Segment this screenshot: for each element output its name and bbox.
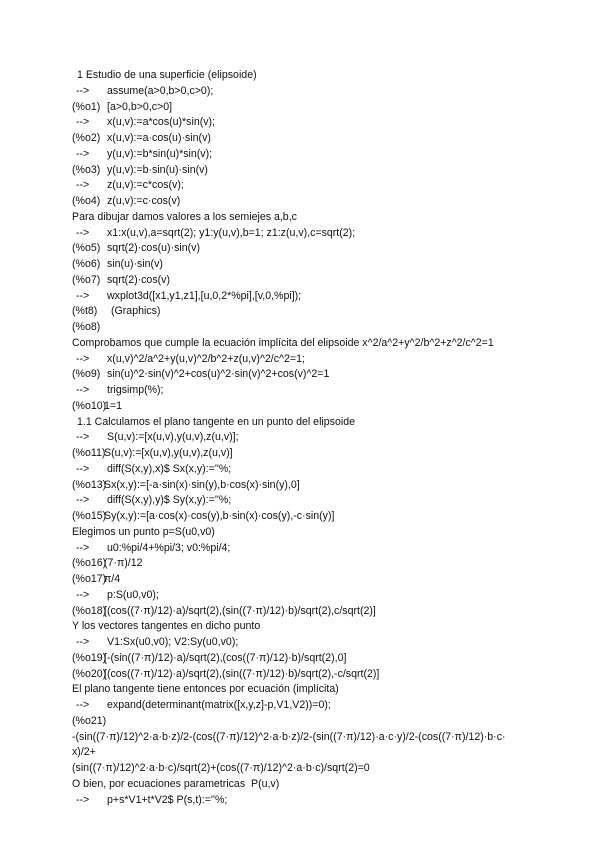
input-line (0, 383, 600, 398)
input-command-text: V1:Sx(u0,v0); V2:Sy(u0,v0); (107, 636, 239, 648)
input-command-text: p+s*V1+t*V2$ P(s,t):=''%; (107, 793, 228, 806)
output-label: (%o8) (72, 321, 101, 333)
input-command-text: diff(S(x,y),y)$ Sy(x,y):=''%; (107, 494, 232, 507)
output-label: (%o6) (72, 258, 101, 270)
input-command-text: diff(S(x,y),x)$ Sx(x,y):=''%; (107, 462, 232, 475)
output-line (0, 100, 600, 115)
output-continuation-text: x)/2+ (72, 746, 96, 759)
input-command-text: expand(determinant(matrix([x,y,z]-p,V1,V2))=0); (107, 699, 331, 711)
output-line (0, 194, 600, 209)
output-result-text: [-(sin((7·π)/12)·a)/sqrt(2),(cos((7·π)/12)·b)/sqrt(2),0] (104, 651, 347, 664)
input-line (0, 541, 600, 556)
output-line (0, 304, 600, 319)
output-line (0, 241, 600, 256)
input-line (0, 588, 600, 603)
comment-line (0, 210, 600, 225)
comment-text: Comprobamos que cumple la ecuación implícita del elipsoide x^2/a^2+y^2/b^2+z^2/c^2=1 (72, 336, 494, 349)
output-result-text: Sx(x,y):=[-a·sin(x)·sin(y),b·cos(x)·sin(y),0] (104, 478, 300, 491)
output-line (0, 367, 600, 382)
input-line (0, 115, 600, 130)
output-line (0, 509, 600, 524)
input-prompt-label: --> (76, 793, 90, 806)
output-line (0, 131, 600, 146)
input-prompt-label: --> (76, 699, 90, 711)
output-result-text: (Graphics) (111, 305, 161, 318)
comment-text: Para dibujar damos valores a los semiejes a,b,c (72, 210, 297, 223)
output-line (0, 651, 600, 666)
output-result-text: Sy(x,y):=[a·cos(x)·cos(y),b·sin(x)·cos(y),-c·sin(y)] (104, 510, 335, 522)
input-prompt-label: --> (76, 289, 90, 302)
output-line (0, 320, 600, 335)
output-line (0, 667, 600, 682)
heading-line (0, 415, 600, 430)
output-line (0, 163, 600, 178)
input-prompt-label: --> (76, 352, 90, 365)
output-label: (%o10) (72, 399, 107, 412)
input-prompt-label: --> (76, 384, 90, 396)
comment-text: Elegimos un punto p=S(u0,v0) (72, 525, 215, 538)
input-command-text: x(u,v):=a*cos(u)*sin(v); (107, 116, 216, 129)
comment-text: O bien, por ecuaciones parametricas P(u,v) (72, 777, 280, 790)
comment-line (0, 619, 600, 634)
output-result-text: sqrt(2)·cos(v) (107, 273, 170, 286)
input-line (0, 793, 600, 808)
section-heading-text: 1 Estudio de una superficie (elipsoide) (77, 69, 257, 81)
input-line (0, 698, 600, 713)
input-line (0, 635, 600, 650)
output-result-text: sin(u)·sin(v) (107, 258, 163, 270)
output-result-text: [a>0,b>0,c>0] (107, 100, 173, 113)
output-label: (%o5) (72, 242, 101, 255)
input-command-text: z(u,v):=c*cos(v); (107, 179, 184, 192)
output-result-text: S(u,v):=[x(u,v),y(u,v),z(u,v)] (104, 447, 233, 459)
output-line (0, 399, 600, 414)
input-line (0, 226, 600, 241)
output-label: (%o18) (72, 604, 107, 617)
input-line (0, 147, 600, 162)
comment-line (0, 777, 600, 792)
output-label: (%o4) (72, 195, 101, 207)
output-label: (%o9) (72, 368, 101, 381)
comment-text: Y los vectores tangentes en dicho punto (72, 620, 261, 633)
input-line (0, 430, 600, 445)
continuation-line (0, 761, 600, 776)
output-line (0, 273, 600, 288)
output-label: (%o7) (72, 273, 101, 286)
input-prompt-label: --> (76, 541, 90, 554)
output-line (0, 257, 600, 272)
output-label: (%o3) (72, 163, 101, 176)
comment-line (0, 525, 600, 540)
output-label: (%t8) (72, 305, 98, 318)
input-line (0, 84, 600, 99)
input-command-text: x(u,v)^2/a^2+y(u,v)^2/b^2+z(u,v)^2/c^2=1; (107, 352, 305, 365)
output-label: (%o13) (72, 478, 107, 491)
input-command-text: u0:%pi/4+%pi/3; v0:%pi/4; (107, 541, 231, 554)
output-continuation-text: (sin((7·π)/12)^2·a·b·c)/sqrt(2)+(cos((7·π)/12)^2·a·b·c)/sqrt(2)=0 (72, 762, 370, 774)
input-command-text: assume(a>0,b>0,c>0); (107, 84, 214, 97)
input-command-text: trigsimp(%); (107, 384, 164, 396)
output-label: (%o17) (72, 573, 107, 585)
input-prompt-label: --> (76, 462, 90, 475)
input-prompt-label: --> (76, 494, 90, 507)
output-line (0, 478, 600, 493)
output-label: (%o1) (72, 100, 101, 113)
input-line (0, 462, 600, 477)
output-continuation-text: -(sin((7·π)/12)^2·a·b·z)/2-(cos((7·π)/12)^2·a·b·z)/2-(sin((7·π)/12)·a·c·y)/2-(cos((7·π)/12)·b·c· (72, 730, 506, 743)
input-prompt-label: --> (76, 431, 90, 444)
continuation-line (0, 730, 600, 745)
output-result-text: y(u,v):=b·sin(u)·sin(v) (107, 163, 208, 176)
output-label: (%o2) (72, 132, 101, 144)
output-result-text: sqrt(2)·cos(u)·sin(v) (107, 242, 200, 255)
section-heading-text: 1.1 Calculamos el plano tangente en un punto del elipsoide (77, 415, 355, 428)
comment-line (0, 682, 600, 697)
output-label: (%o15) (72, 510, 107, 522)
output-result-text: π/4 (104, 573, 121, 585)
input-prompt-label: --> (76, 226, 90, 239)
comment-text: El plano tangente tiene entonces por ecuación (implícita) (72, 683, 339, 696)
heading-line (0, 68, 600, 83)
input-line (0, 289, 600, 304)
output-label: (%o19) (72, 651, 107, 664)
input-prompt-label: --> (76, 84, 90, 97)
input-line (0, 178, 600, 193)
output-result-text: (7·π)/12 (104, 557, 143, 570)
output-result-text: 1=1 (104, 399, 122, 412)
output-label: (%o11) (72, 447, 106, 459)
output-result-text: z(u,v):=c·cos(v) (107, 195, 181, 207)
input-line (0, 493, 600, 508)
input-prompt-label: --> (76, 116, 90, 129)
comment-line (0, 336, 600, 351)
output-label: (%o21) (72, 714, 107, 727)
output-line (0, 446, 600, 461)
input-command-text: wxplot3d([x1,y1,z1],[u,0,2*%pi],[v,0,%pi]); (107, 289, 302, 302)
input-prompt-label: --> (76, 147, 90, 160)
output-line (0, 714, 600, 729)
output-result-text: x(u,v):=a·cos(u)·sin(v) (107, 132, 211, 144)
input-command-text: p:S(u0,v0); (107, 588, 159, 601)
continuation-line (0, 745, 600, 760)
output-result-text: [(cos((7·π)/12)·a)/sqrt(2),(sin((7·π)/12)·b)/sqrt(2),-c/sqrt(2)] (104, 667, 380, 680)
input-line (0, 352, 600, 367)
input-command-text: x1:x(u,v),a=sqrt(2); y1:y(u,v),b=1; z1:z(u,v),c=sqrt(2); (107, 226, 356, 239)
output-line (0, 572, 600, 587)
output-line (0, 604, 600, 619)
input-command-text: S(u,v):=[x(u,v),y(u,v),z(u,v)]; (107, 431, 239, 444)
output-result-text: sin(u)^2·sin(v)^2+cos(u)^2·sin(v)^2+cos(v)^2=1 (107, 368, 330, 381)
input-prompt-label: --> (76, 636, 90, 648)
input-command-text: y(u,v):=b*sin(u)*sin(v); (107, 147, 213, 160)
output-label: (%o20) (72, 667, 107, 680)
output-label: (%o16) (72, 557, 107, 570)
output-line (0, 556, 600, 571)
input-prompt-label: --> (76, 179, 90, 192)
output-result-text: [(cos((7·π)/12)·a)/sqrt(2),(sin((7·π)/12)·b)/sqrt(2),c/sqrt(2)] (104, 604, 376, 617)
input-prompt-label: --> (76, 588, 90, 601)
